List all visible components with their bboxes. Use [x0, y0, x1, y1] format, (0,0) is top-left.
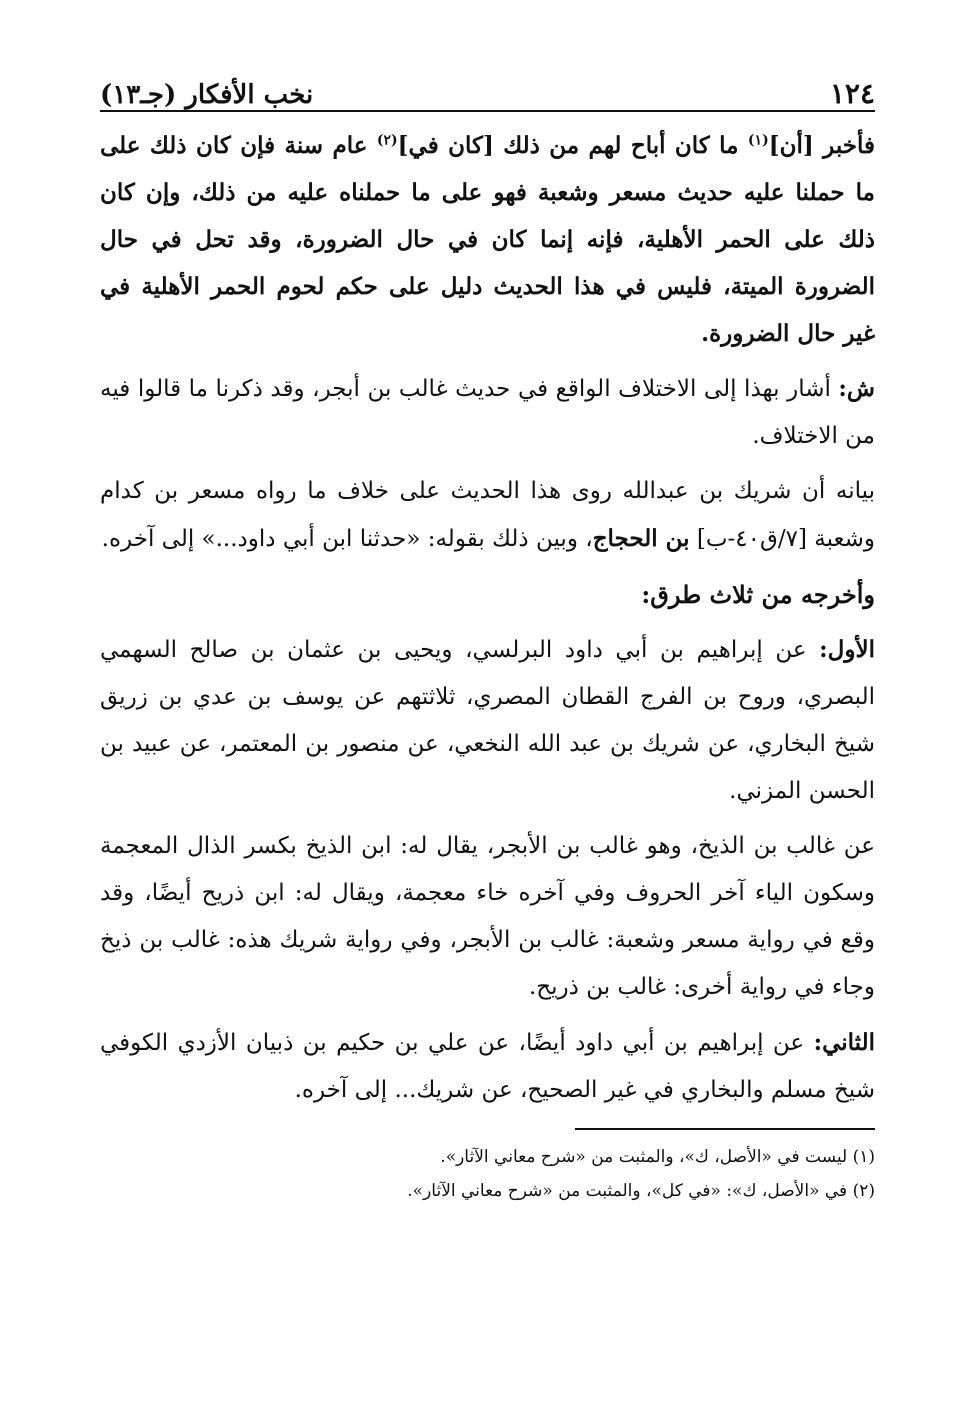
explanation-paragraph: [100, 468, 875, 563]
narrator-note-paragraph: [100, 823, 875, 1011]
footnotes: [100, 1140, 875, 1208]
book-title: نخب الأفكار (جـ١٣): [100, 80, 314, 110]
matn-text-a: فأخبر [أن]: [768, 132, 875, 159]
explanation-text-b: ، وبين ذلك بقوله: «حدثنا ابن أبي داود...» إلى آخره.: [101, 526, 593, 552]
footnote-divider: [575, 1128, 875, 1130]
commentary-paragraph: [100, 365, 875, 460]
explanation-text-a: بيانه أن شريك بن عبدالله روى هذا الحديث على خلاف ما رواه مسعر بن كدام وشعبة [٧/ق٤٠-ب]: [100, 478, 875, 552]
footnote-1: (١) ليست في «الأصل، ك»، والمثبت من «شرح معاني الآثار».: [440, 1147, 875, 1167]
commentary-lead: ش:: [838, 375, 875, 402]
matn-text-c: عام سنة فإن كان ذلك على ما حملنا عليه حديث مسعر وشعبة فهو على ما حملناه عليه من ذلك، وإن كان ذلك على الحمر الأهلية، فإنه إنما كان في حال الضرورة، وقد تحل في حال الضرورة الميتة، فليس في هذا الحديث دليل على حكم لحوم الحمر الأهلية في غير حال الضرورة.: [100, 132, 875, 347]
narrator-note-text: عن غالب بن الذيخ، وهو غالب بن الأبجر، يقال له: ابن الذيخ بكسر الذال المعجمة وسكون الياء آخر الحروف وفي آخره خاء معجمة، ويقال له: ابن ذريح أيضًا، وقد وقع في رواية مسعر وشعبة: غالب بن الأبجر، وفي رواية شريك هذه: غالب بن ذيخ وجاء في رواية أخرى: غالب بن ذريح.: [100, 833, 875, 1000]
second-route-lead: الثاني:: [813, 1029, 875, 1056]
explanation-bold: بن الحجاج: [592, 525, 690, 552]
footnote-ref-1: (١): [747, 132, 769, 149]
second-route-text: عن إبراهيم بن أبي داود أيضًا، عن علي بن حكيم بن ذبيان الأزدي الكوفي شيخ مسلم والبخاري في غير الصحيح، عن شريك... إلى آخره.: [100, 1030, 875, 1103]
section-heading: وأخرجه من ثلاث طرق:: [641, 580, 875, 609]
page-header: [100, 60, 875, 112]
commentary-text: أشار بهذا إلى الاختلاف الواقع في حديث غالب بن أبجر، وقد ذكرنا ما قالوا فيه من الاختلاف.: [100, 376, 875, 449]
first-route-lead: الأول:: [819, 636, 875, 663]
matn-text-b: ما كان أباح لهم من ذلك [كان في]: [397, 132, 748, 159]
footnote-2: (٢) في «الأصل، ك»: «في كل»، والمثبت من «شرح معاني الآثار».: [407, 1181, 875, 1201]
matn-paragraph: [100, 122, 875, 357]
first-route-paragraph: [100, 626, 875, 815]
footnote-ref-2: (٢): [376, 132, 398, 149]
second-route-paragraph: [100, 1019, 875, 1114]
first-route-text: عن إبراهيم بن أبي داود البرلسي، ويحيى بن عثمان بن صالح السهمي البصري، وروح بن الفرج القطان المصري، ثلاثتهم عن يوسف بن عدي بن زريق شيخ البخاري، عن شريك بن عبد الله النخعي، عن منصور بن المعتمر، عن عبيد بن الحسن المزني.: [100, 637, 875, 804]
page-body: [100, 112, 875, 1208]
page-number: ١٢٤: [829, 77, 875, 110]
